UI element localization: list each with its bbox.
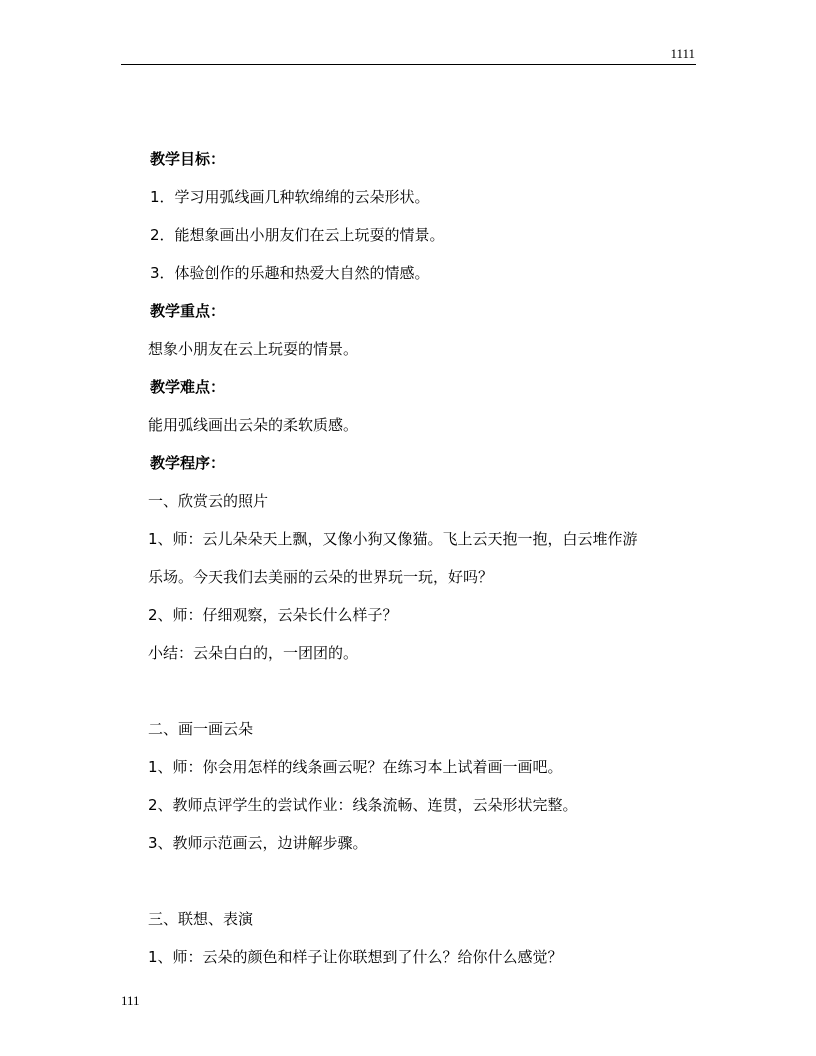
goals-heading: 教学目标： (150, 150, 226, 168)
paragraph-gap (150, 672, 710, 710)
goal-item-3: 3．体验创作的乐趣和热爱大自然的情感。 (150, 264, 430, 282)
footer-page-number: 111 (121, 993, 140, 1008)
section-2-title: 二、画一画云朵 (148, 720, 254, 738)
section-1-summary: 小结：云朵白白的，一团团的。 (148, 644, 359, 662)
section-2-item-3: 3、教师示范画云，边讲解步骤。 (148, 834, 368, 852)
focus-text: 想象小朋友在云上玩耍的情景。 (148, 340, 359, 358)
difficulty-heading: 教学难点： (150, 378, 226, 396)
section-2-item-1: 1、师：你会用怎样的线条画云呢？在练习本上试着画一画吧。 (148, 758, 563, 776)
goal-item-2: 2．能想象画出小朋友们在云上玩耍的情景。 (150, 226, 445, 244)
section-1-item-1-continued: 乐场。今天我们去美丽的云朵的世界玩一玩，好吗？ (148, 568, 494, 586)
section-1-item-1: 1、师：云儿朵朵天上飘，又像小狗又像猫。飞上云天抱一抱，白云堆作游 (148, 530, 638, 548)
focus-heading: 教学重点： (150, 302, 226, 320)
section-1-item-2: 2、师：仔细观察，云朵长什么样子？ (148, 606, 398, 624)
section-2-item-2: 2、教师点评学生的尝试作业：线条流畅、连贯，云朵形状完整。 (148, 796, 578, 814)
goal-item-1: 1．学习用弧线画几种软绵绵的云朵形状。 (150, 188, 430, 206)
difficulty-text: 能用弧线画出云朵的柔软质感。 (148, 416, 359, 434)
paragraph-gap (150, 862, 710, 900)
procedure-heading: 教学程序： (150, 454, 226, 472)
section-3-title: 三、联想、表演 (148, 910, 254, 928)
section-1-title: 一、欣赏云的照片 (148, 492, 269, 510)
section-3-item-1: 1、师：云朵的颜色和样子让你联想到了什么？给你什么感觉？ (148, 948, 563, 966)
header-rule (121, 64, 696, 65)
document-body (150, 140, 710, 976)
header-page-number: 1111 (670, 46, 695, 61)
